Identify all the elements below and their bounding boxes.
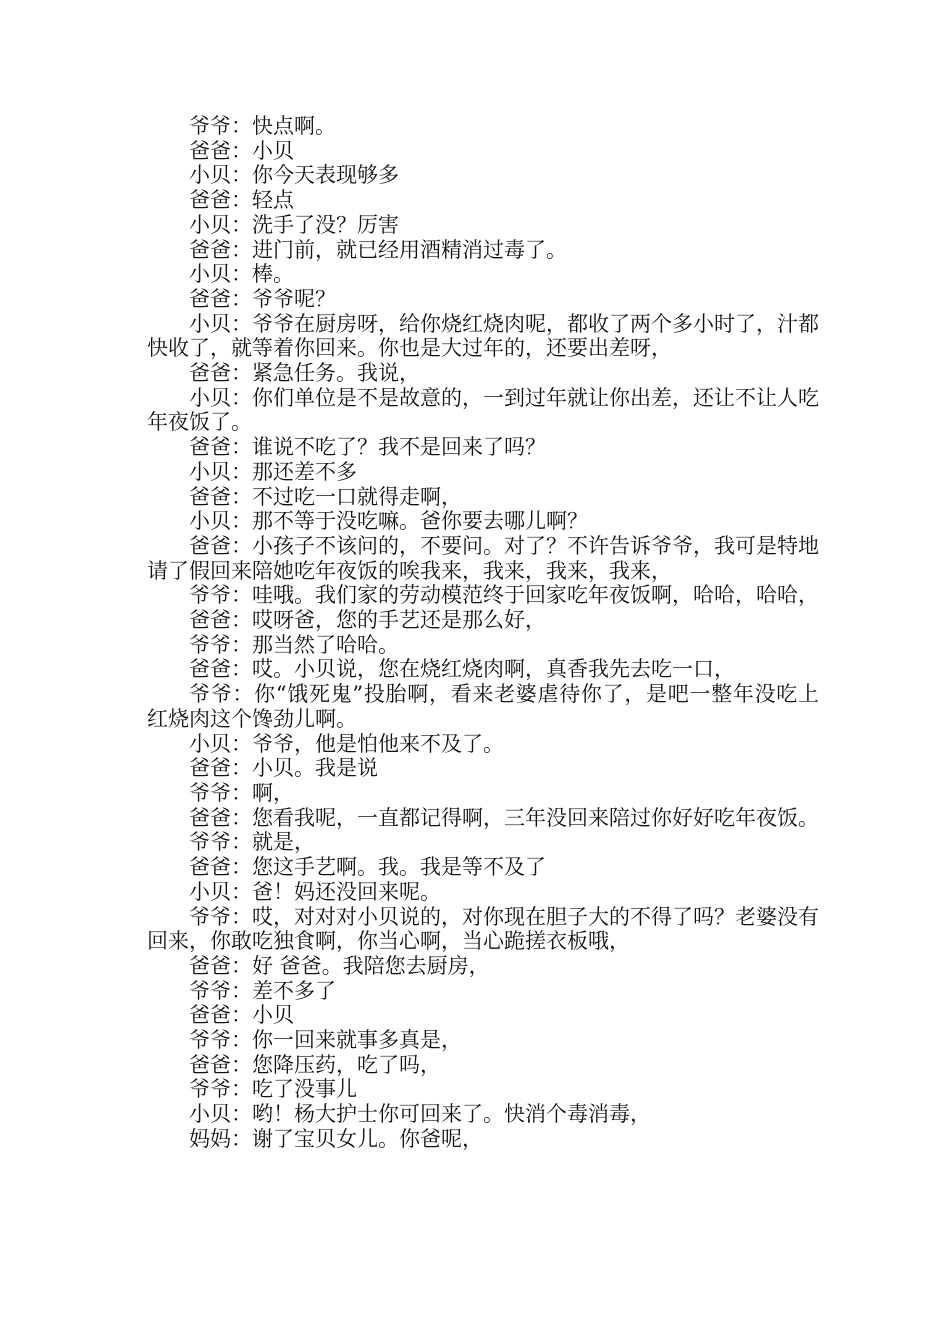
dialogue-line: 妈妈：谢了宝贝女儿。你爸呢， xyxy=(189,1126,483,1151)
dialogue-line: 小贝：你们单位是不是故意的，一到过年就让你出差，还让不让人吃年夜饭了。 xyxy=(147,385,819,435)
dialogue-line: 爸爸：您降压药，吃了吗， xyxy=(189,1052,441,1077)
dialogue-line: 小贝：爸！妈还没回来呢。 xyxy=(189,879,441,904)
dialogue-line: 爷爷：哎，对对对小贝说的，对你现在胆子大的不得了吗？老婆没有回来，你敢吃独食啊，你当心啊，当心跪搓衣板哦， xyxy=(147,904,819,954)
dialogue-line: 小贝：那还差不多 xyxy=(189,459,357,484)
dialogue-line: 爷爷：你一回来就事多真是， xyxy=(189,1028,462,1053)
document-body xyxy=(147,114,819,1152)
dialogue-line: 小贝：爷爷在厨房呀，给你烧红烧肉呢，都收了两个多小时了，汁都快收了，就等着你回来。你也是大过年的，还要出差呀， xyxy=(147,311,819,361)
dialogue-line: 小贝：哟！杨大护士你可回来了。快消个毒消毒， xyxy=(189,1102,651,1127)
dialogue-line: 爸爸：哎呀爸，您的手艺还是那么好， xyxy=(189,608,546,633)
dialogue-line: 爸爸：好 爸爸。我陪您去厨房， xyxy=(189,953,490,978)
dialogue-line: 爸爸：紧急任务。我说， xyxy=(189,361,420,386)
dialogue-line: 小贝：你今天表现够多 xyxy=(189,163,399,188)
dialogue-line: 爷爷：吃了没事儿 xyxy=(189,1077,357,1102)
dialogue-line: 爷爷：你“饿死鬼”投胎啊，看来老婆虐待你了，是吧一整年没吃上红烧肉这个馋劲儿啊。 xyxy=(147,682,819,731)
dialogue-line: 爸爸：小贝。我是说 xyxy=(189,756,378,781)
dialogue-line: 爸爸：小贝 xyxy=(189,138,294,163)
dialogue-line: 爷爷：差不多了 xyxy=(189,978,336,1003)
dialogue-line: 爸爸：哎。小贝说，您在烧红烧肉啊，真香我先去吃一口， xyxy=(189,657,735,682)
dialogue-line: 爸爸：进门前，就已经用酒精消过毒了。 xyxy=(189,237,567,262)
dialogue-line: 小贝：那不等于没吃嘛。爸你要去哪儿啊？ xyxy=(189,509,588,534)
dialogue-line: 爸爸：不过吃一口就得走啊， xyxy=(189,484,462,509)
dialogue-line: 小贝：棒。 xyxy=(189,262,294,287)
dialogue-line: 小贝：洗手了没？厉害 xyxy=(189,212,399,237)
dialogue-line: 爷爷：就是， xyxy=(189,830,315,855)
dialogue-line: 爸爸：谁说不吃了？我不是回来了吗？ xyxy=(189,435,546,460)
dialogue-line: 爸爸：轻点 xyxy=(189,188,294,213)
dialogue-line: 小贝：爷爷，他是怕他来不及了。 xyxy=(189,731,504,756)
dialogue-line: 爸爸：您这手艺啊。我。我是等不及了 xyxy=(189,855,546,880)
dialogue-line: 爷爷：啊， xyxy=(189,780,294,805)
dialogue-line: 爸爸：小孩子不该问的，不要问。对了？不许告诉爷爷，我可是特地请了假回来陪她吃年夜饭的唉我来，我来，我来，我来， xyxy=(147,533,819,583)
dialogue-line: 爸爸：小贝 xyxy=(189,1003,294,1028)
dialogue-line: 爸爸：您看我呢，一直都记得啊，三年没回来陪过你好好吃年夜饭。 xyxy=(189,805,819,830)
dialogue-line: 爷爷：那当然了哈哈。 xyxy=(189,632,399,657)
dialogue-line: 爸爸：爷爷呢？ xyxy=(189,286,336,311)
dialogue-line: 爷爷：哇哦。我们家的劳动模范终于回家吃年夜饭啊，哈哈，哈哈， xyxy=(189,583,819,608)
dialogue-line: 爷爷：快点啊。 xyxy=(189,114,336,138)
